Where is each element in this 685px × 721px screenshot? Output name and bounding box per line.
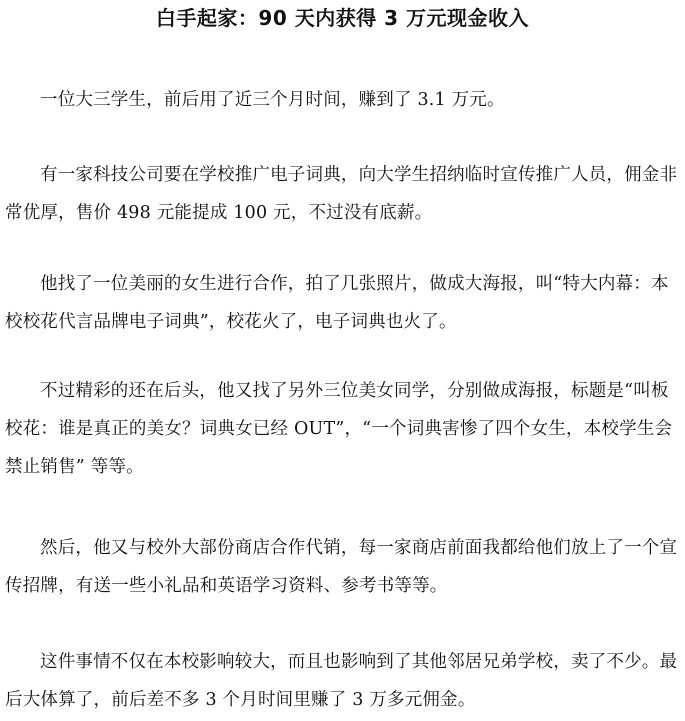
document-title: 白手起家：90 天内获得 3 万元现金收入 [155,6,530,30]
paragraph-1: 一位大三学生，前后用了近三个月时间，赚到了 3.1 万元。 [40,90,505,110]
paragraph-5: 然后，他又与校外大部份商店合作代销，每一家商店前面我都给他们放上了一个宣传招牌，有送一些小礼品和英语学习资料、参考书等等。 [5,538,678,596]
paragraph-4: 不过精彩的还在后头，他又找了另外三位美女同学，分别做成海报，标题是“叫板校花：谁是真正的美女？词典女已经 OUT”，“一个词典害惨了四个女生，本校学生会禁止销售” 等等。 [5,381,673,477]
paragraph-2: 有一家科技公司要在学校推广电子词典，向大学生招纳临时宣传推广人员，佣金非常优厚，售价 498 元能提成 100 元，不过没有底薪。 [5,165,678,223]
paragraph-3: 他找了一位美丽的女生进行合作，拍了几张照片，做成大海报，叫“特大内幕：本校校花代言品牌电子词典”，校花火了，电子词典也火了。 [5,274,669,332]
paragraph-6: 这件事情不仅在本校影响较大，而且也影响到了其他邻居兄弟学校，卖了不少。最后大体算了，前后差不多 3 个月时间里赚了 3 万多元佣金。 [5,652,678,710]
